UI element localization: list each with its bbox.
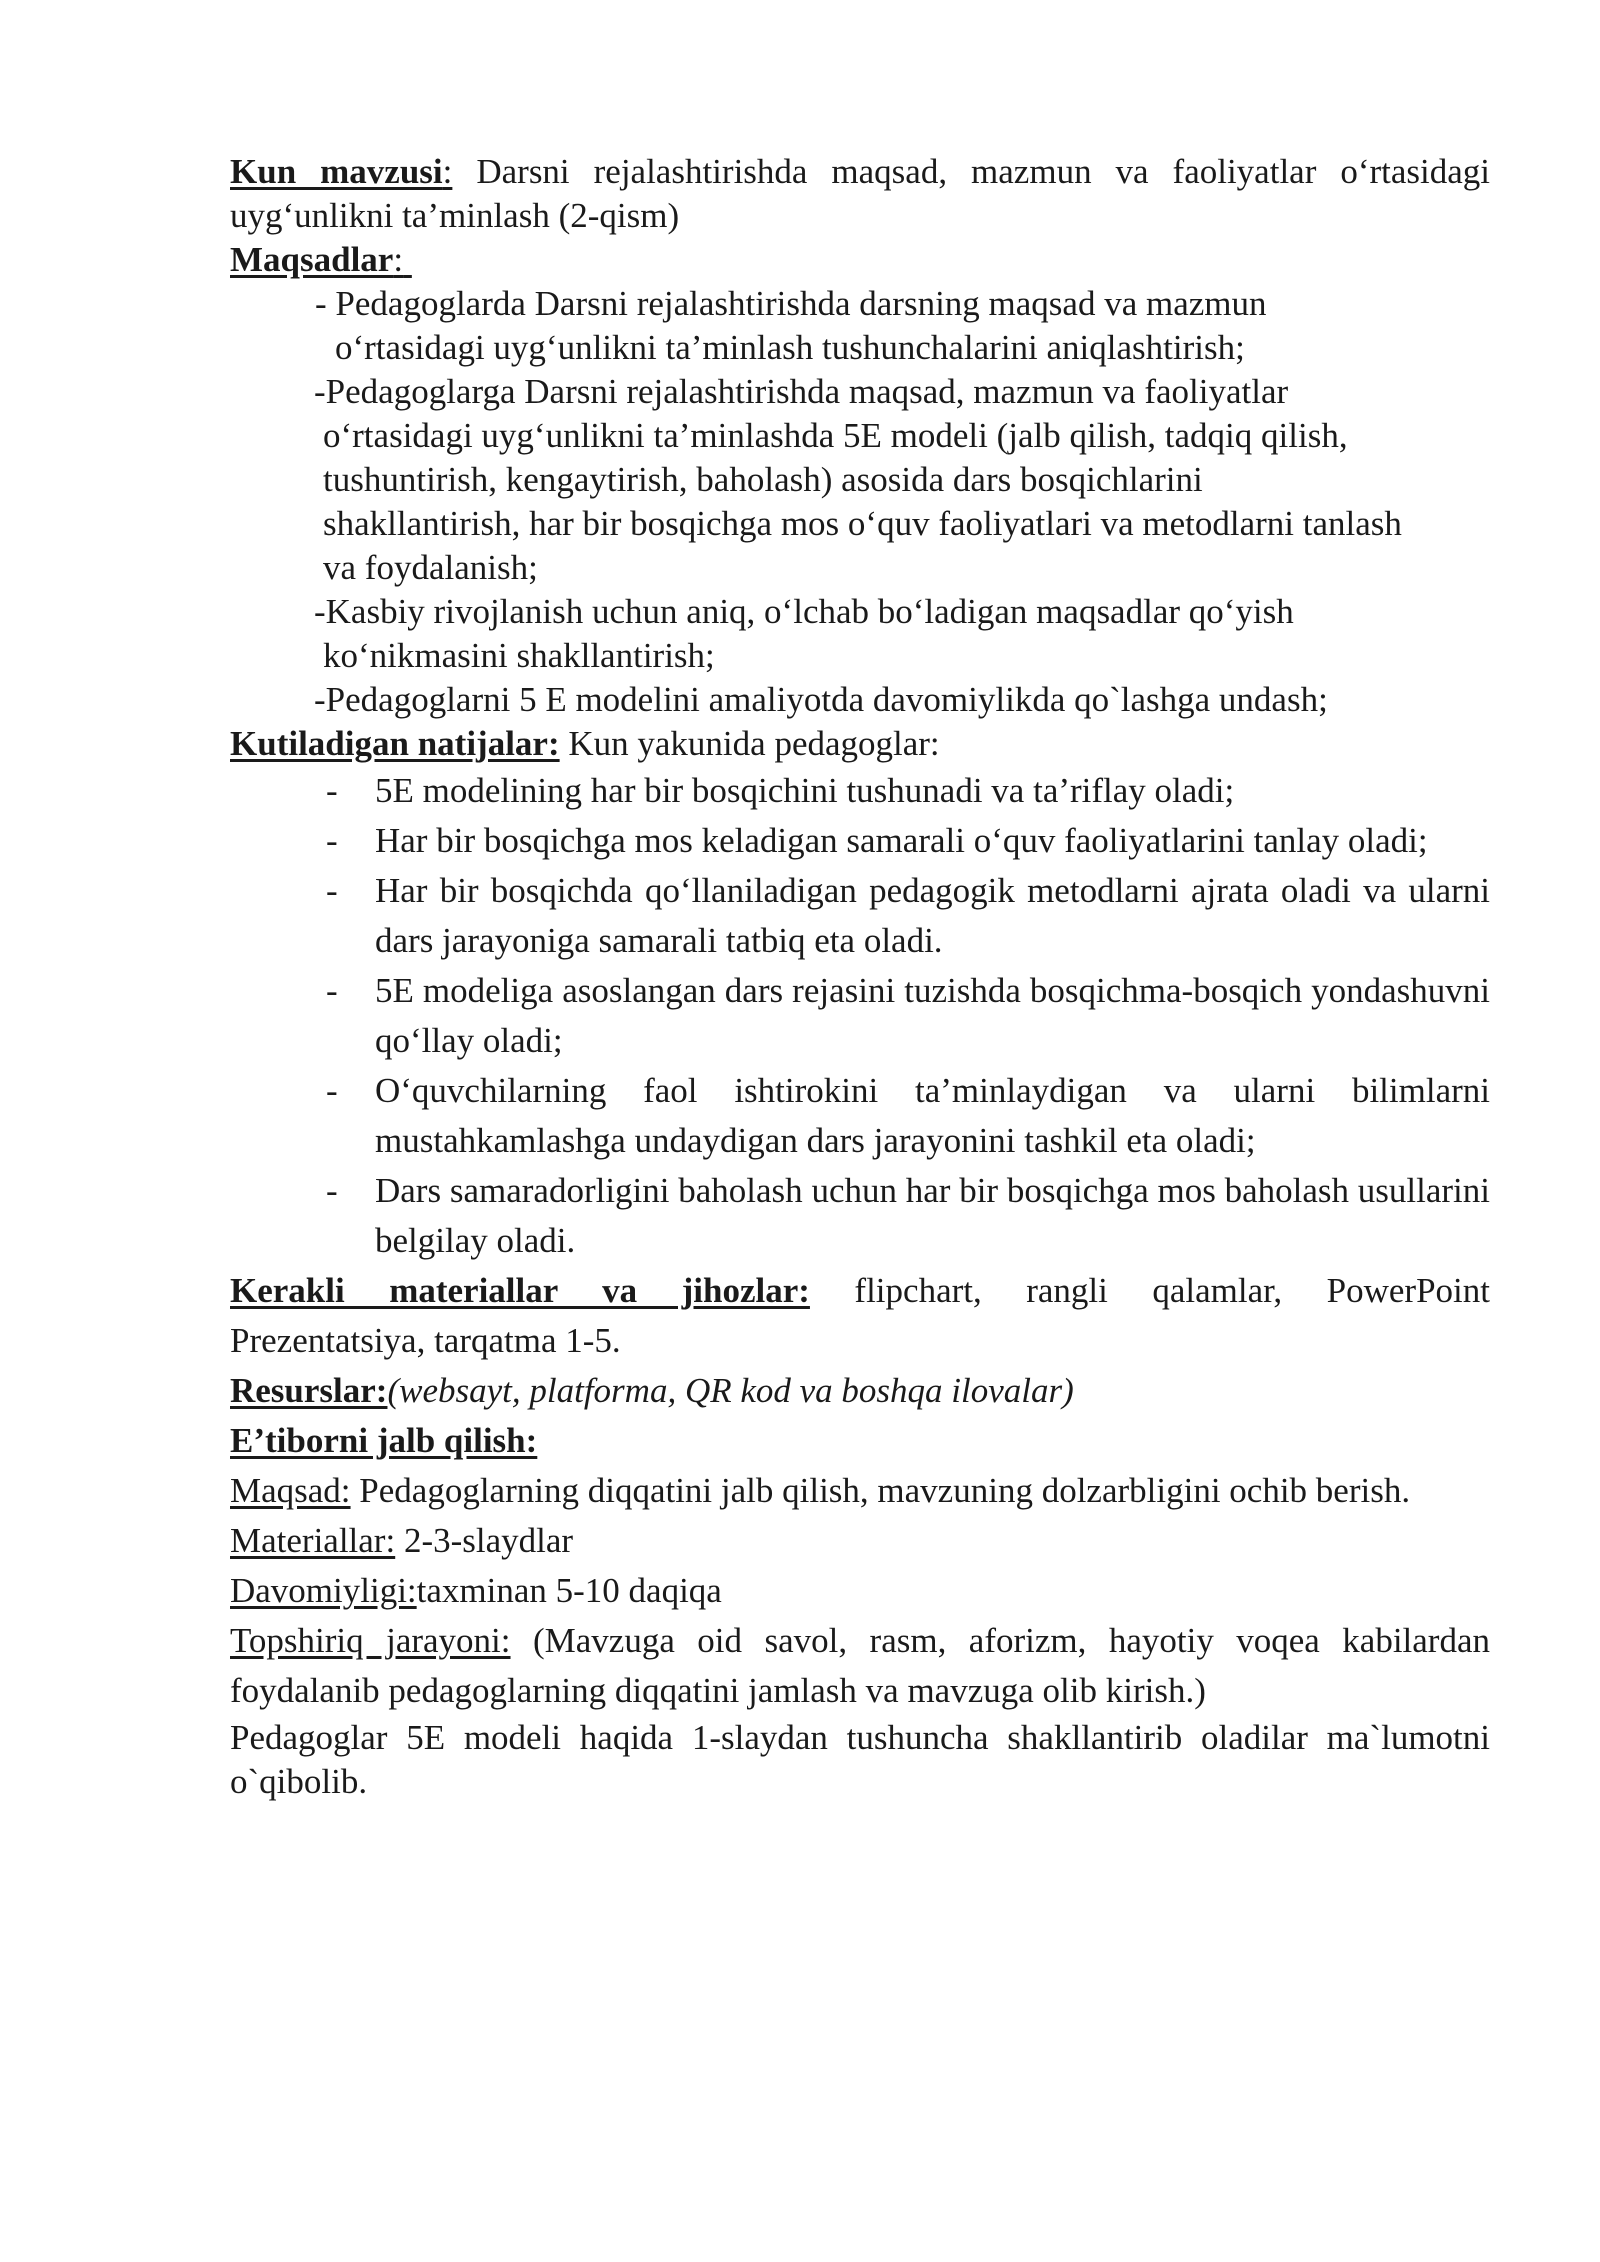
outcome-text: O‘quvchilarning faol ishtirokini ta’minlaydigan va ularni bilimlarni mustahkamlashga undaydigan dars jarayonini tashkil eta oladi;: [375, 1071, 1490, 1160]
goal-item-line: va foydalanish;: [323, 548, 538, 587]
goal-item-line: - Pedagoglarda Darsni rejalashtirishda darsning maqsad va mazmun: [315, 284, 1267, 323]
topic-colon: :: [442, 152, 453, 191]
goal-item: [230, 590, 1490, 678]
resources-label: Resurslar:: [230, 1371, 388, 1410]
attention-goal-line: [230, 1466, 1490, 1516]
topic-line-2: uyg‘unlikni ta’minlash (2-qism): [230, 196, 680, 235]
goal-item-line: -Pedagoglarga Darsni rejalashtirishda maqsad, mazmun va faoliyatlar: [314, 372, 1289, 411]
attention-task-line-2: foydalanib pedagoglarning diqqatini jamlash va mavzuga olib kirish.): [230, 1671, 1206, 1710]
outcome-text: 5E modeliga asoslangan dars rejasini tuzishda bosqichma-bosqich yondashuvni qo‘llay oladi;: [375, 971, 1490, 1060]
outcomes-heading: [230, 722, 1490, 766]
goal-item-line: -Kasbiy rivojlanish uchun aniq, o‘lchab bo‘ladigan maqsadlar qo‘yish: [314, 592, 1294, 631]
attention-goal-text: Pedagoglarning diqqatini jalb qilish, mavzuning dolzarbligini ochib berish.: [350, 1471, 1411, 1510]
materials-text: flipchart, rangli qalamlar, PowerPoint: [809, 1271, 1490, 1310]
outcomes-intro: Kun yakunida pedagoglar:: [559, 724, 940, 763]
outcomes-label: Kutiladigan natijalar:: [230, 724, 560, 763]
attention-goal-label: Maqsad:: [230, 1471, 351, 1510]
closing-line-2: o`qibolib.: [230, 1762, 368, 1801]
outcome-item: [230, 866, 1490, 966]
outcome-item: [230, 1166, 1490, 1266]
attention-heading: [230, 1416, 1490, 1466]
outcome-text: Har bir bosqichga mos keladigan samarali o‘quv faoliyatlarini tanlay oladi;: [375, 821, 1428, 860]
attention-task-line-1: [230, 1616, 1490, 1666]
outcome-item: [230, 1066, 1490, 1166]
goal-item-line: ko‘nikmasini shakllantirish;: [323, 636, 715, 675]
outcome-item: [230, 966, 1490, 1066]
goals-label: Maqsadlar: [230, 240, 394, 279]
list-dash: -: [326, 871, 338, 910]
topic-line-1: [230, 150, 1490, 194]
list-dash: -: [326, 771, 338, 810]
goal-item-line: tushuntirish, kengaytirish, baholash) asosida dars bosqichlarini: [323, 460, 1203, 499]
materials-line-2: Prezentatsiya, tarqatma 1-5.: [230, 1321, 621, 1360]
goal-item-line: o‘rtasidagi uyg‘unlikni ta’minlashda 5E modeli (jalb qilish, tadqiq qilish,: [323, 416, 1348, 455]
attention-materials-text: 2-3-slaydlar: [395, 1521, 574, 1560]
list-dash: -: [326, 1171, 338, 1210]
resources-line: [230, 1366, 1490, 1416]
topic-label: Kun mavzusi: [230, 152, 443, 191]
goal-item-line: o‘rtasidagi uyg‘unlikni ta’minlash tushunchalarini aniqlashtirish;: [335, 328, 1245, 367]
list-dash: -: [326, 821, 338, 860]
document-page: [230, 150, 1490, 1804]
attention-duration-label: Davomiyligi:: [230, 1571, 417, 1610]
outcome-text: 5E modelining har bir bosqichini tushunadi va ta’riflay oladi;: [375, 771, 1235, 810]
attention-task-label: Topshiriq jarayoni:: [230, 1621, 511, 1660]
closing-line-1: Pedagoglar 5E modeli haqida 1-slaydan tushuncha shakllantirib oladilar ma`lumotni: [230, 1718, 1490, 1757]
goals-heading: [230, 238, 1490, 282]
list-dash: -: [326, 1071, 338, 1110]
attention-materials-label: Materiallar:: [230, 1521, 396, 1560]
list-dash: -: [326, 971, 338, 1010]
goals-colon: :: [393, 240, 404, 279]
goal-item-line: -Pedagoglarni 5 E modelini amaliyotda davomiylikda qo`lashga undash;: [314, 680, 1328, 719]
topic-text: Darsni rejalashtirishda maqsad, mazmun va faoliyatlar o‘rtasidagi: [452, 152, 1491, 191]
goal-item: [230, 370, 1490, 590]
outcome-text: Har bir bosqichda qo‘llaniladigan pedagogik metodlarni ajrata oladi va ularni dars jarayoniga samarali tatbiq eta oladi.: [375, 871, 1490, 960]
attention-label: E’tiborni jalb qilish:: [230, 1421, 538, 1460]
resources-text: (websayt, platforma, QR kod va boshqa ilovalar): [387, 1371, 1074, 1410]
goal-item: [230, 282, 1490, 370]
outcome-text: Dars samaradorligini baholash uchun har bir bosqichga mos baholash usullarini belgilay oladi.: [375, 1171, 1490, 1260]
goal-item: [230, 678, 1490, 722]
attention-duration-text: taxminan 5-10 daqiqa: [416, 1571, 722, 1610]
goal-item-line: shakllantirish, har bir bosqichga mos o‘quv faoliyatlari va metodlarni tanlash: [323, 504, 1402, 543]
attention-duration-line: [230, 1566, 1490, 1616]
outcome-item: [230, 816, 1490, 866]
attention-materials-line: [230, 1516, 1490, 1566]
outcome-item: [230, 766, 1490, 816]
attention-task-text: (Mavzuga oid savol, rasm, aforizm, hayotiy voqea kabilardan: [510, 1621, 1490, 1660]
materials-label: Kerakli materiallar va jihozlar:: [230, 1271, 810, 1310]
materials-line-1: [230, 1266, 1490, 1316]
